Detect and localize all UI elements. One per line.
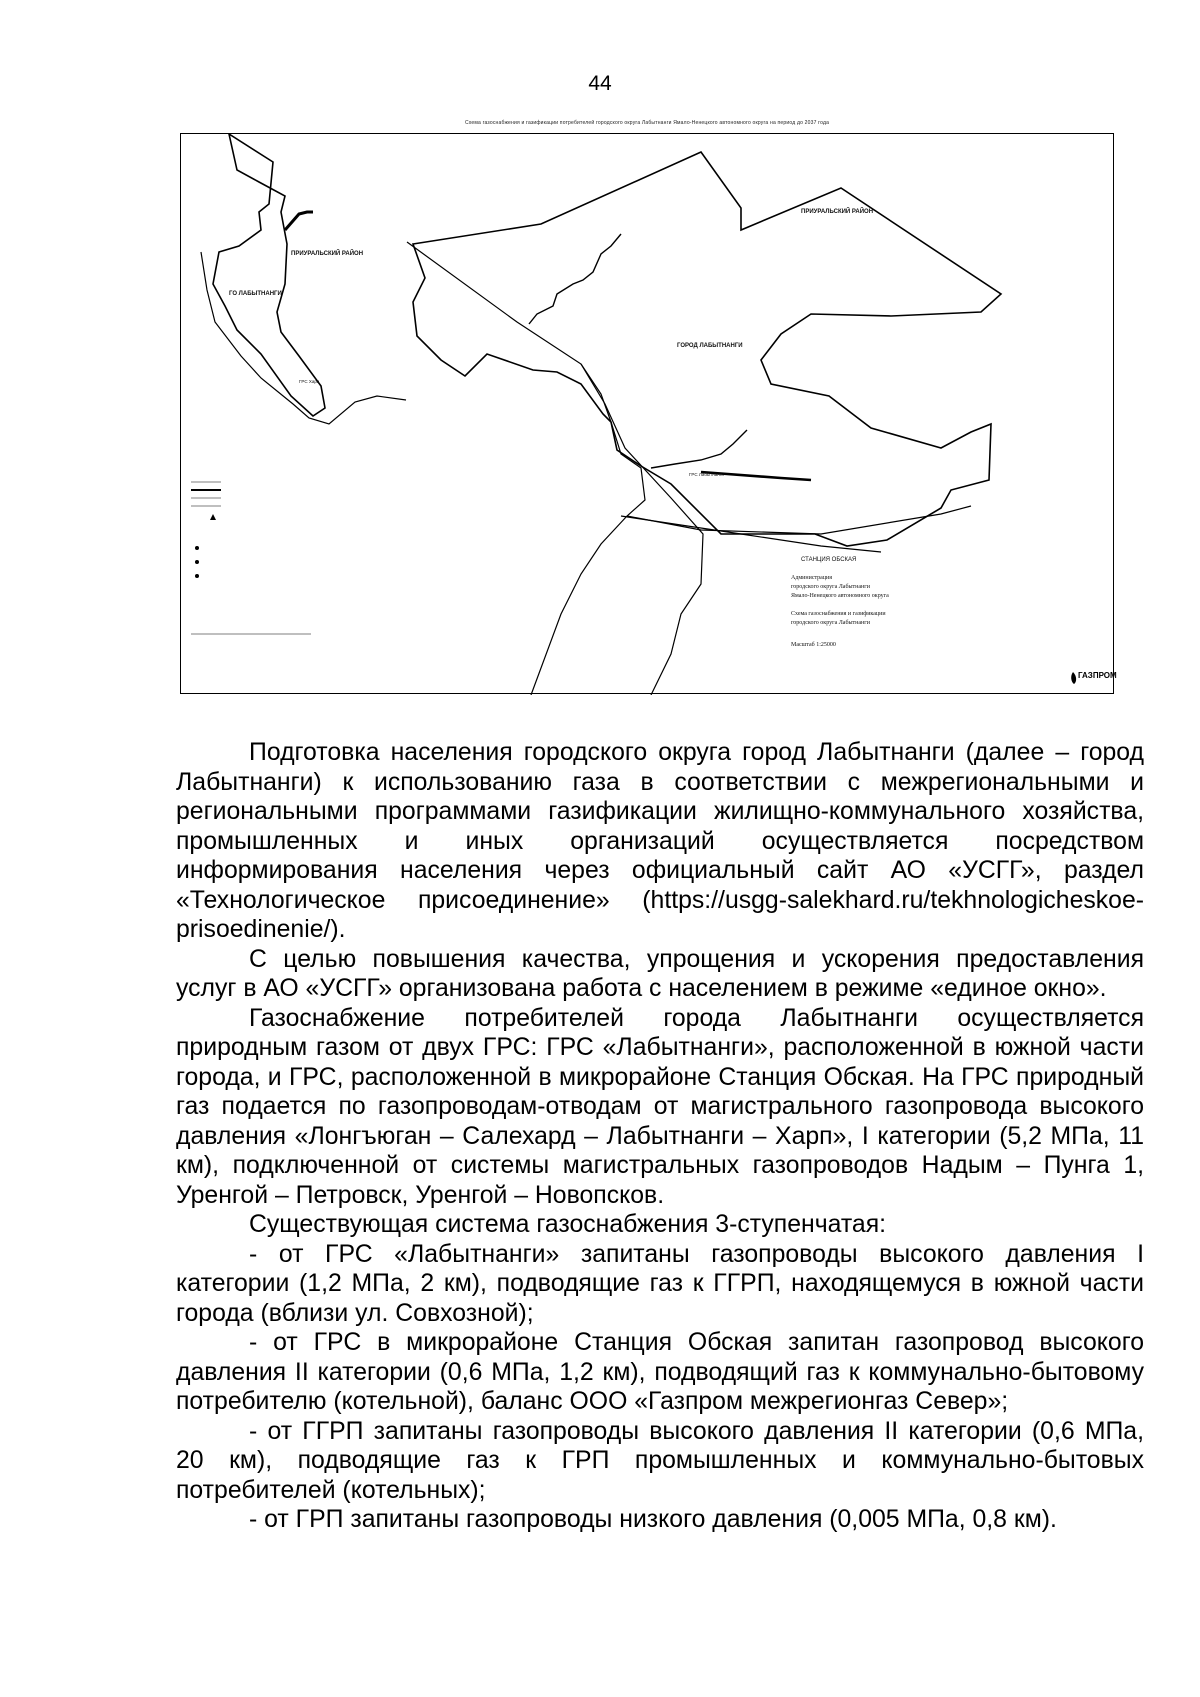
pipeline-north [529,234,621,324]
gazprom-logo-text: ГАЗПРОМ [1078,671,1117,680]
inset-outline-2 [201,252,406,424]
legend-dot-icon [195,574,199,578]
map-caption: Схема газоснабжения и газификации потребителей городского округа Лабытнанги Ямало-Ненецкого автономного округа на период до 2037 года [464,120,830,126]
paragraph: Существующая система газоснабжения 3-ступенчатая: [249,1211,887,1238]
stamp-line-5: Масштаб 1:25000 [791,642,836,648]
page-number: 44 [588,72,612,95]
district-boundary [413,152,1001,546]
map-drawing [181,134,1115,695]
road-2 [531,364,645,695]
paragraph: Подготовка населения городского округа город Лабытнанги (далее – город Лабытнанги) к использованию газа в соответствии с межрегиональными и региональными программами газификации жилищно-коммунального хозяйства, промышленных и иных организаций осуществляется посредством информирования населения через официальный сайт АО «УСГГ», раздел «Технологическое присоединение» (https://usgg-salekhard.ru/tekhnologicheskoe-prisoedinenie/). [176,739,1144,943]
inset-river [285,212,313,230]
label-gorod-labytnangi: ГОРОД ЛАБЫТНАНГИ [677,343,743,349]
label-priuralsky-right: ПРИУРАЛЬСКИЙ РАЙОН [801,209,874,215]
body-text [176,738,1144,1535]
label-priuralsky-left: ПРИУРАЛЬСКИЙ РАЙОН [291,251,364,257]
paragraph: - от ГРС в микрорайоне Станция Обская запитан газопровод высокого давления II категории (0,6 МПа, 1,2 км), подводящий газ к коммунально-бытовому потребителю (котельной), баланс ООО «Газпром межрегионгаз Север»; [176,1329,1144,1415]
paragraph: - от ГРС «Лабытнанги» запитаны газопроводы высокого давления I категории (1,2 МПа, 2 км), подводящие газ к ГГРП, находящемуся в южной части города (вблизи ул. Совхозной); [176,1240,1144,1327]
stamp-line-4: городского округа Лабытнанги [791,620,870,626]
gas-supply-map [180,133,1114,694]
label-grs-labytnangi: ГРС Лабытнанги [689,472,724,477]
pipeline-south [651,430,747,468]
road-1 [407,242,703,695]
stamp-line-1: городского округа Лабытнанги [791,584,870,590]
paragraph: - от ГРП запитаны газопроводы низкого давления (0,005 МПа, 0,8 км). [249,1506,1057,1533]
paragraph: С целью повышения качества, упрощения и ускорения предоставления услуг в АО «УСГГ» организована работа с населением в режиме «единое окно». [176,945,1144,1002]
inset-boundary [213,134,325,416]
stamp-line-2: Ямало-Ненецкого автономного округа [791,593,889,599]
label-go-labytnangi: ГО ЛАБЫТНАНГИ [229,291,282,297]
paragraph: - от ГГРП запитаны газопроводы высокого давления II категории (0,6 МПа, 20 км), подводящие газ к ГРП промышленных и коммунально-бытовых потребителей (котельных); [176,1417,1144,1504]
paragraph: Газоснабжение потребителей города Лабытнанги осуществляется природным газом от двух ГРС: ГРС «Лабытнанги», расположенной в южной части города, и ГРС, расположенной в микрорайоне Станция Обская. На ГРС природный газ подается по газопроводам-отводам от магистрального газопровода высокого давления «Лонгъюган – Салехард – Лабытнанги – Харп», I категории (5,2 МПа, 11 км), подключенной от системы магистральных газопроводов Надым – Пунга 1, Уренгой – Петровск, Уренгой – Новопсков. [176,1004,1144,1209]
label-grs-kharp: ГРС Харп [299,379,320,384]
legend-dot-icon [195,560,199,564]
label-stanciya-obskaya: СТАНЦИЯ ОБСКАЯ [801,557,857,563]
stamp-line-3: Схема газоснабжения и газификации [791,611,886,617]
legend-dot-icon [195,546,199,550]
stamp-title: Администрация [791,575,833,581]
legend-triangle-icon [210,514,216,520]
